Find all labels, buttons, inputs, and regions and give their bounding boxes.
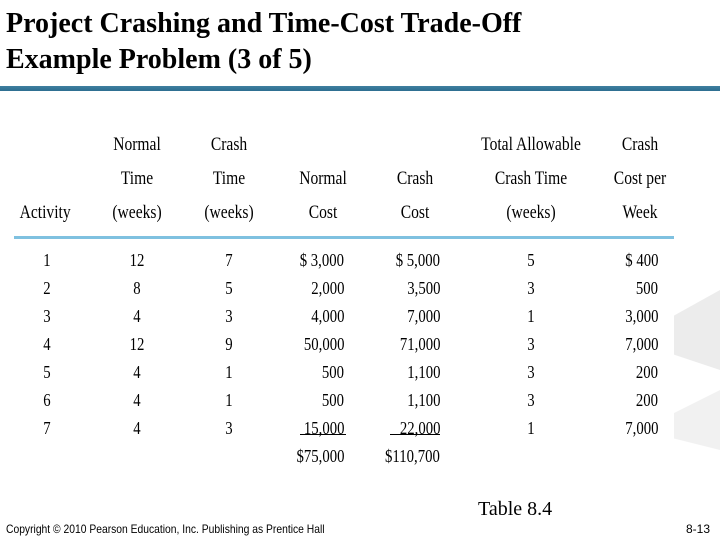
crash-cost-total: $110,700 xyxy=(385,446,440,466)
cell-normal-time: 12 xyxy=(129,334,145,354)
page-number: 8-13 xyxy=(685,522,710,536)
cell-activity: 3 xyxy=(43,306,51,326)
cell-activity: 6 xyxy=(43,390,51,410)
cell-crash-cost-per-week: 500 xyxy=(635,278,658,298)
slide-title xyxy=(6,6,521,78)
cell-crash-time: 9 xyxy=(225,334,233,354)
cell-crash-time: 7 xyxy=(225,250,233,270)
cell-total-allowable: 5 xyxy=(527,250,535,270)
cell-normal-cost: 500 xyxy=(321,362,344,382)
cell-total-allowable: 1 xyxy=(527,306,535,326)
cell-crash-cost: 1,100 xyxy=(406,390,440,410)
header-crash-cost-per-week-line-1: Crash xyxy=(621,134,659,155)
cell-total-allowable: 3 xyxy=(527,334,535,354)
header-crash-cost-per-week-line-2: Cost per xyxy=(613,168,667,189)
cell-crash-cost-per-week: 200 xyxy=(635,362,658,382)
cell-crash-cost-per-week: 7,000 xyxy=(624,334,658,354)
header-crash-time-line-2: Time xyxy=(212,168,246,189)
header-normal-cost xyxy=(291,162,355,230)
header-normal-cost-line-2: Cost xyxy=(308,202,338,223)
cell-crash-cost-per-week: $ 400 xyxy=(624,250,658,270)
cell-crash-cost-per-week: 200 xyxy=(635,390,658,410)
cell-crash-cost: $ 5,000 xyxy=(395,250,440,270)
header-total-allowable-crash-time xyxy=(478,128,585,230)
cell-total-allowable: 1 xyxy=(527,418,535,438)
header-normal-time-line-1: Normal xyxy=(113,134,161,155)
title-rule xyxy=(0,86,720,91)
cell-crash-cost: 1,100 xyxy=(406,362,440,382)
cell-normal-time: 12 xyxy=(129,250,145,270)
cell-crash-cost-per-week: 3,000 xyxy=(624,306,658,326)
cell-crash-cost-per-week: 7,000 xyxy=(624,418,658,438)
header-crash-cost-per-week xyxy=(610,128,669,230)
cell-crash-time: 1 xyxy=(225,362,233,382)
cell-crash-cost: 71,000 xyxy=(399,334,440,354)
header-normal-time-line-3: (weeks) xyxy=(112,202,162,223)
header-crash-cost-line-2: Cost xyxy=(400,202,430,223)
cell-total-allowable: 3 xyxy=(527,362,535,382)
header-crash-cost xyxy=(386,162,443,230)
cell-total-allowable: 3 xyxy=(527,278,535,298)
cell-crash-time: 1 xyxy=(225,390,233,410)
cell-crash-cost: 7,000 xyxy=(406,306,440,326)
cell-normal-cost: 4,000 xyxy=(310,306,344,326)
cell-activity: 4 xyxy=(43,334,51,354)
cell-normal-cost: 50,000 xyxy=(303,334,344,354)
cell-activity: 2 xyxy=(43,278,51,298)
cell-normal-cost: 15,000 xyxy=(303,418,344,438)
header-rule xyxy=(14,236,674,239)
header-crash-cost-per-week-line-3: Week xyxy=(622,202,658,223)
cell-activity: 7 xyxy=(43,418,51,438)
crash-cost-table xyxy=(14,128,674,468)
slide-title-line-1: Project Crashing and Time-Cost Trade-Off xyxy=(6,8,522,39)
slide-title-line-2: Example Problem (3 of 5) xyxy=(6,44,312,75)
header-crash-time-line-3: (weeks) xyxy=(204,202,254,223)
copyright-footer: Copyright © 2010 Pearson Education, Inc. Publishing as Prentice Hall xyxy=(6,522,325,536)
cell-crash-time: 5 xyxy=(225,278,233,298)
cell-total-allowable: 3 xyxy=(527,390,535,410)
header-total-allowable-line-2: Crash Time xyxy=(494,168,568,189)
table-caption: Table 8.4 xyxy=(478,498,553,520)
header-crash-time xyxy=(200,128,257,230)
cell-crash-cost: 22,000 xyxy=(399,418,440,438)
header-normal-time xyxy=(108,128,165,230)
header-crash-cost-line-1: Crash xyxy=(396,168,434,189)
cell-activity: 1 xyxy=(43,250,51,270)
cell-normal-cost: $ 3,000 xyxy=(299,250,344,270)
normal-cost-total: $75,000 xyxy=(296,446,344,466)
header-total-allowable-line-3: (weeks) xyxy=(506,202,556,223)
cell-normal-cost: 2,000 xyxy=(310,278,344,298)
header-crash-time-line-1: Crash xyxy=(210,134,248,155)
header-total-allowable-line-1: Total Allowable xyxy=(481,134,581,155)
cell-normal-time: 4 xyxy=(133,418,141,438)
cell-crash-time: 3 xyxy=(225,418,233,438)
cell-crash-time: 3 xyxy=(225,306,233,326)
header-activity-line-1: Activity xyxy=(19,202,71,223)
header-normal-time-line-2: Time xyxy=(120,168,154,189)
cell-normal-time: 4 xyxy=(133,306,141,326)
cell-normal-time: 4 xyxy=(133,390,141,410)
cell-normal-time: 4 xyxy=(133,362,141,382)
cell-normal-time: 8 xyxy=(133,278,141,298)
cell-normal-cost: 500 xyxy=(321,390,344,410)
cell-activity: 5 xyxy=(43,362,51,382)
header-normal-cost-line-1: Normal xyxy=(299,168,347,189)
header-activity xyxy=(20,196,71,230)
cell-crash-cost: 3,500 xyxy=(406,278,440,298)
